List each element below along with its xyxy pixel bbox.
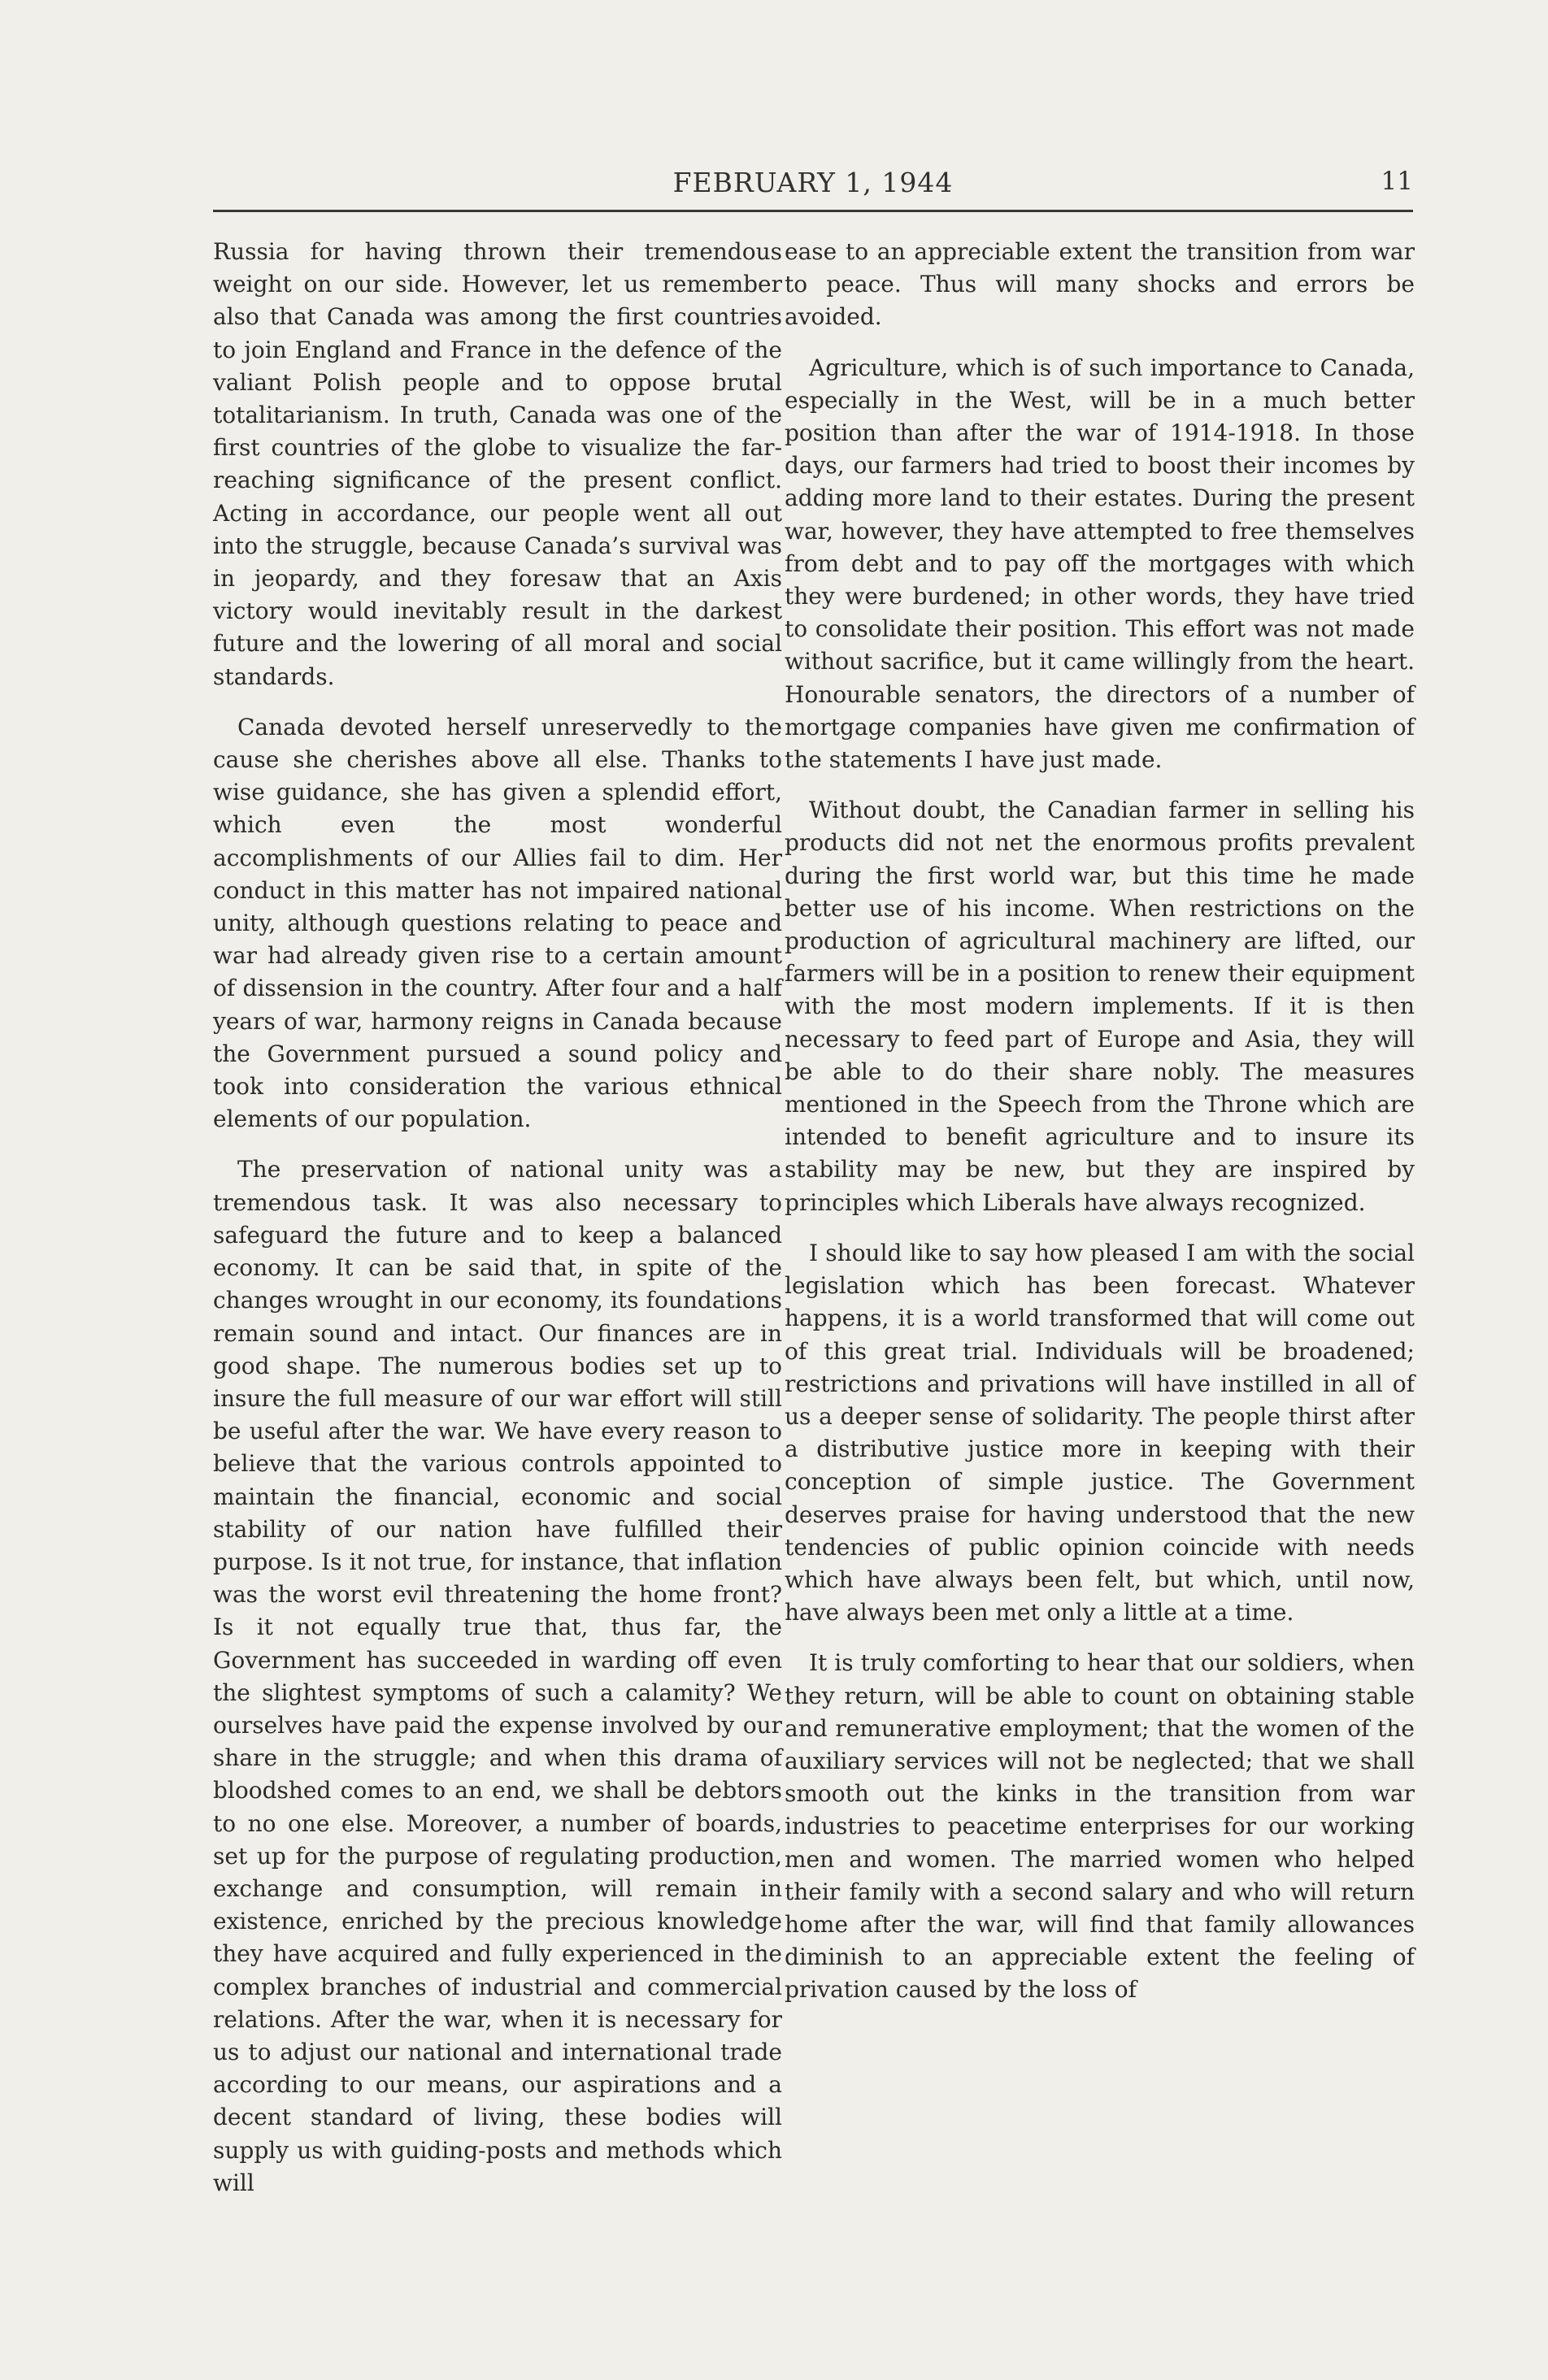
- header-date: FEBRUARY 1, 1944: [672, 167, 954, 198]
- page-header: [213, 167, 1413, 202]
- paragraph: It is truly comforting to hear that our soldiers, when they return, will be able to count on obtaining stable and remunerative employment; that the women of the auxiliary services will not be neglected; that we shall smooth out the kinks in the transition from war industries to peacetime enterprises for our working men and women. The married women who helped their family with a second salary and who will return home after the war, will find that family allowances diminish to an appreciable extent the feeling of privation caused by the loss of: [785, 1649, 1415, 2004]
- right-column: [785, 236, 1415, 2007]
- left-column: [213, 236, 782, 2200]
- paragraph: Canada devoted herself unreservedly to the cause she cherishes above all else. Thanks to wise guidance, she has given a splendid effort, which even the most wonderful accomplishments of our Allies fail to dim. Her conduct in this matter has not impaired national unity, although questions relating to peace and war had already given rise to a certain amount of dissension in the country. After four and a half years of war, harmony reigns in Canada because the Government pursued a sound policy and took into consideration the various ethnical elements of our population.: [213, 713, 782, 1133]
- paragraph: Russia for having thrown their tremendous weight on our side. However, let us remember also that Canada was among the first countries to join England and France in the defence of the valiant Polish people and to oppose brutal totalitarianism. In truth, Canada was one of the first countries of the globe to visualize the far-reaching significance of the present conflict. Acting in accordance, our people went all out into the struggle, because Canada’s survival was in jeopardy, and they foresaw that an Axis victory would inevitably result in the darkest future and the lowering of all moral and social standards.: [213, 238, 782, 690]
- paragraph: Without doubt, the Canadian farmer in selling his products did not net the enormous profits prevalent during the first world war, but this time he made better use of his income. When restrictions on the production of agricultural machinery are lifted, our farmers will be in a position to renew their equipment with the most modern implements. If it is then necessary to feed part of Europe and Asia, they will be able to do their share nobly. The measures mentioned in the Speech from the Throne which are intended to benefit agriculture and to insure its stability may be new, but they are inspired by principles which Liberals have always recognized.: [785, 797, 1415, 1216]
- header-rule: [213, 210, 1413, 212]
- paragraph: The preservation of national unity was a tremendous task. It was also necessary to safeguard the future and to keep a balanced economy. It can be said that, in spite of the changes wrought in our economy, its foundations remain sound and intact. Our finances are in good shape. The numerous bodies set up to insure the full measure of our war effort will still be useful after the war. We have every reason to believe that the various controls appointed to maintain the financial, economic and social stability of our nation have fulfilled their purpose. Is it not true, for instance, that inflation was the worst evil threatening the home front? Is it not equally true that, thus far, the Government has succeeded in warding off even the slightest symptoms of such a calamity? We ourselves have paid the expense involved by our share in the struggle; and when this drama of bloodshed comes to an end, we shall be debtors to no one else. Moreover, a number of boards, set up for the purpose of regulating production, exchange and consumption, will remain in existence, enriched by the precious knowledge they have acquired and fully experienced in the complex branches of industrial and commercial relations. After the war, when it is necessary for us to adjust our national and international trade according to our means, our aspirations and a decent standard of living, these bodies will supply us with guiding-posts and methods which will: [213, 1156, 782, 2196]
- paragraph: I should like to say how pleased I am with the social legislation which has been forecast. Whatever happens, it is a world transformed that will come out of this great trial. Individuals will be broadened; restrictions and privations will have instilled in all of us a deeper sense of solidarity. The people thirst after a distributive justice more in keeping with their conception of simple justice. The Government deserves praise for having understood that the new tendencies of public opinion coincide with needs which have always been felt, but which, until now, have always been met only a little at a time.: [785, 1239, 1415, 1626]
- paragraph: ease to an appreciable extent the transition from war to peace. Thus will many shocks and errors be avoided.: [785, 238, 1415, 331]
- page-number: 11: [1381, 167, 1413, 196]
- paragraph: Agriculture, which is of such importance to Canada, especially in the West, will be in a much better position than after the war of 1914-1918. In those days, our farmers had tried to boost their incomes by adding more land to their estates. During the present war, however, they have attempted to free themselves from debt and to pay off the mortgages with which they were burdened; in other words, they have tried to consolidate their position. This effort was not made without sacrifice, but it came willingly from the heart. Honourable senators, the directors of a number of mortgage companies have given me confirmation of the statements I have just made.: [785, 354, 1415, 774]
